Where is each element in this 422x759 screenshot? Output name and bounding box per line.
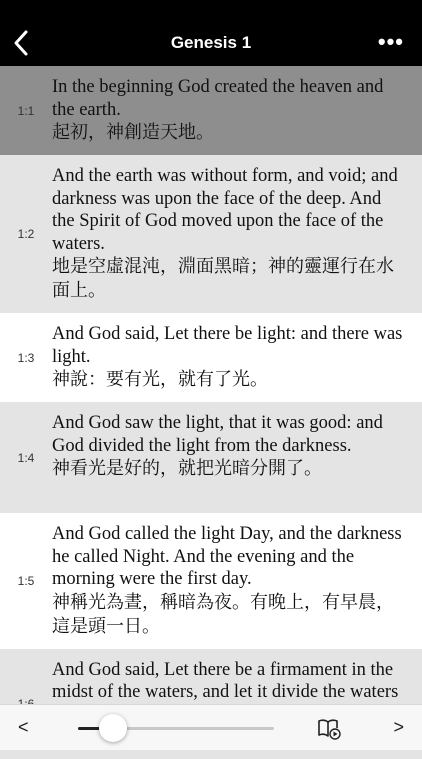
verse-english: In the beginning God created the heaven and the earth. [52,77,384,120]
verse-chinese: 神稱光為晝，稱暗為夜。有晚上，有早晨，這是頭一日。 [52,591,394,637]
verse-number: 1:1 [17,103,35,118]
previous-chapter-button[interactable]: < [18,717,29,737]
navigation-bar [0,0,422,66]
verse-chinese: 神看光是好的，就把光暗分開了。 [52,458,322,479]
verse-english: And God called the light Day, and the darkness he called Night. And the evening and the morning were the first day. [52,524,402,589]
verse-row[interactable] [0,402,422,513]
progress-slider[interactable] [78,727,274,730]
verse-english: And God said, Let there be light: and there was light. [52,324,403,367]
verse-chinese: 地是空虛混沌，淵面黑暗；神的靈運行在水面上。 [52,256,394,301]
verse-number: 1:4 [17,450,35,465]
verse-chinese: 起初，神創造天地。 [52,122,214,143]
book-audio-icon[interactable] [316,715,342,741]
verse-english: And God said, Let there be a firmament in the midst of the waters, and let it divide the waters [52,659,399,702]
verse-list [0,66,422,704]
verse-text [52,523,408,639]
next-chapter-button[interactable]: > [393,717,404,737]
more-options-icon[interactable]: ••• [377,29,404,54]
verse-number: 1:3 [17,350,35,365]
verse-chinese: 神說：要有光，就有了光。 [52,369,268,390]
verse-text [52,165,408,303]
bottom-toolbar [0,704,422,750]
verse-row[interactable] [0,313,422,402]
verse-english: And God saw the light, that it was good: and God divided the light from the darkness. [52,413,383,456]
verse-row[interactable] [0,513,422,649]
verse-text [52,412,408,503]
verse-row[interactable] [0,155,422,313]
verse-text [52,323,408,392]
verse-row[interactable] [0,66,422,155]
page-title: Genesis 1 [170,33,252,52]
verse-number: 1:2 [17,227,35,241]
slider-thumb[interactable] [99,714,127,742]
verse-text [52,76,408,145]
verse-english: And the earth was without form, and void; and darkness was upon the face of the deep. And the Spirit of God moved upon the face of the waters. [52,166,398,254]
verse-number: 1:5 [17,573,35,588]
